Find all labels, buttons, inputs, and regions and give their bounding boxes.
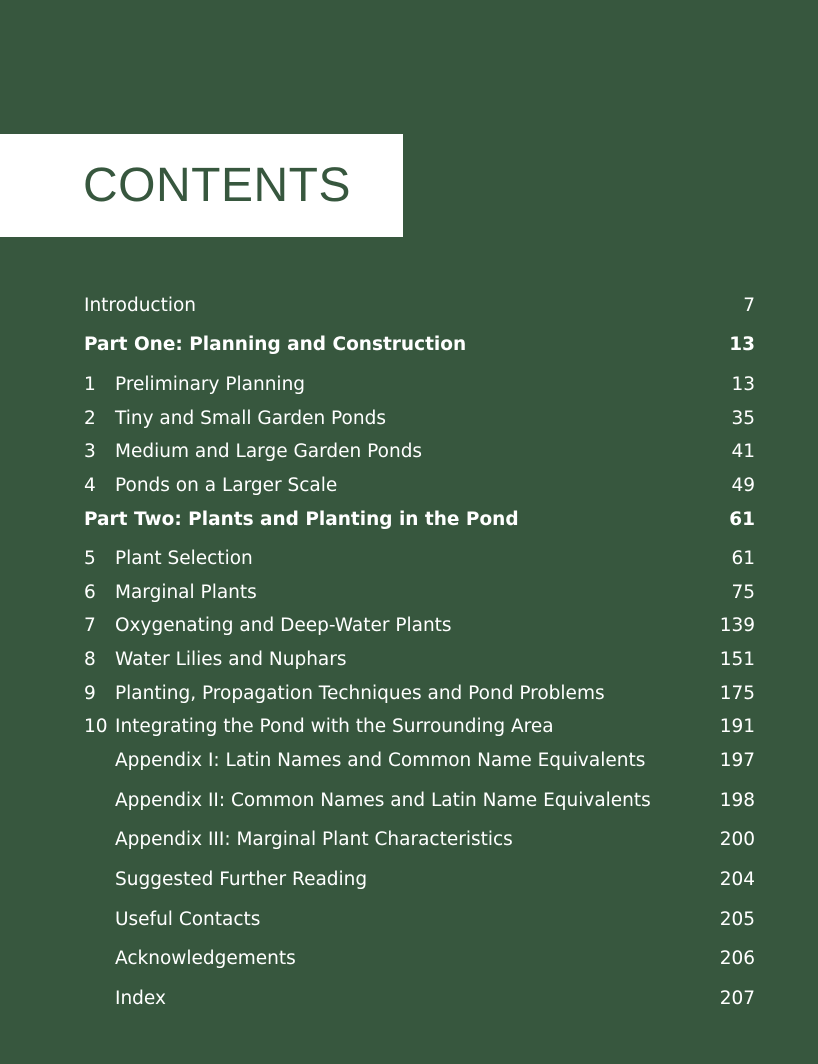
toc-entry-label: Oxygenating and Deep-Water Plants [115,615,452,636]
toc-entry-label: Part One: Planning and Construction [84,334,467,355]
toc-chapter-number: 10 [84,716,108,737]
toc-entry-page: 49 [731,475,755,496]
toc-acknowledgements [0,944,818,974]
toc-chapter-number: 3 [84,441,96,462]
toc-chapter-9 [0,679,818,709]
toc-entry-label: Preliminary Planning [115,374,306,395]
toc-entry-label: Appendix I: Latin Names and Common Name Equivalents [115,750,646,771]
toc-entry-page: 206 [719,948,755,969]
toc-entry-label: Index [115,988,166,1009]
toc-entry-page: 197 [719,750,755,771]
toc-entry-page: 75 [731,582,755,603]
toc-part-two [0,505,818,535]
toc-entry-page: 205 [719,909,755,930]
toc-entry-page: 204 [719,869,755,890]
toc-entry-page: 191 [719,716,755,737]
toc-part-one [0,330,818,360]
toc-chapter-8 [0,645,818,675]
toc-entry-page: 61 [729,509,755,530]
toc-entry-label: Suggested Further Reading [115,869,368,890]
toc-entry-label: Tiny and Small Garden Ponds [115,408,386,429]
toc-chapter-number: 7 [84,615,96,636]
toc-chapter-4 [0,471,818,501]
toc-chapter-10 [0,712,818,742]
toc-entry-page: 13 [731,374,755,395]
toc-entry-label: Appendix II: Common Names and Latin Name Equivalents [115,790,651,811]
toc-chapter-number: 8 [84,649,96,670]
toc-entry-page: 200 [719,829,755,850]
toc-entry-label: Part Two: Plants and Planting in the Pond [84,509,519,530]
toc-appendix-3 [0,825,818,855]
toc-useful-contacts [0,905,818,935]
toc-chapter-1 [0,370,818,400]
toc-entry-label: Medium and Large Garden Ponds [115,441,423,462]
toc-entry-label: Planting, Propagation Techniques and Pond Problems [115,683,605,704]
toc-entry-page: 198 [719,790,755,811]
toc-entry-page: 151 [719,649,755,670]
toc-entry-label: Appendix III: Marginal Plant Characteristics [115,829,513,850]
toc-entry-label: Introduction [84,295,197,316]
toc-chapter-number: 6 [84,582,96,603]
toc-entry-label: Water Lilies and Nuphars [115,649,347,670]
toc-entry-label: Acknowledgements [115,948,296,969]
toc-entry-page: 139 [719,615,755,636]
toc-entry-page: 207 [719,988,755,1009]
toc-entry-label: Marginal Plants [115,582,257,603]
toc-chapter-number: 9 [84,683,96,704]
toc-chapter-number: 5 [84,548,96,569]
toc-chapter-3 [0,437,818,467]
toc-chapter-6 [0,578,818,608]
toc-entry-label: Integrating the Pond with the Surrounding Area [115,716,554,737]
toc-further-reading [0,865,818,895]
toc-entry-page: 41 [731,441,755,462]
toc-entry-label: Useful Contacts [115,909,261,930]
toc-chapter-number: 4 [84,475,96,496]
toc-entry-label: Ponds on a Larger Scale [115,475,338,496]
toc-chapter-2 [0,404,818,434]
toc-index [0,984,818,1014]
toc-entry-page: 35 [731,408,755,429]
toc-chapter-number: 1 [84,374,96,395]
toc-entry-page: 61 [731,548,755,569]
toc-appendix-2 [0,786,818,816]
toc-entry-page: 13 [729,334,755,355]
toc-entry-introduction [0,291,818,321]
toc-entry-page: 175 [719,683,755,704]
toc-entry-label: Plant Selection [115,548,253,569]
page-title: CONTENTS [83,159,351,212]
toc-appendix-1 [0,746,818,776]
toc-chapter-number: 2 [84,408,96,429]
toc-chapter-7 [0,611,818,641]
toc-entry-page: 7 [743,295,755,316]
toc-chapter-5 [0,544,818,574]
